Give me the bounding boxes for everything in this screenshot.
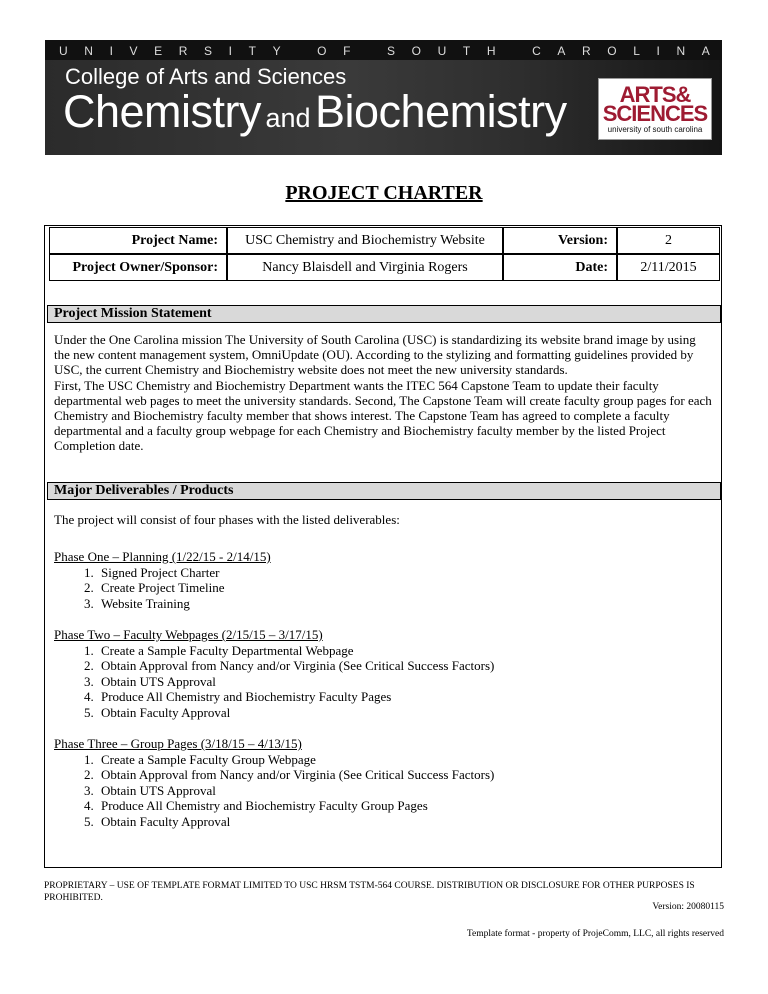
list-item: 3. Obtain UTS Approval — [97, 783, 714, 799]
list-item: 3. Obtain UTS Approval — [97, 674, 714, 690]
version-value: 2 — [617, 227, 720, 254]
department-name — [63, 86, 567, 138]
phase-items — [54, 643, 714, 721]
mission-para1: Under the One Carolina mission The University of South Carolina (USC) is standardizing its website brand image by using the new content management system, OmniUpdate (OU). According to the stylizing and formatting guidelines provided by USC, the current Chemistry and Biochemistry website does not meet the new university standards. — [54, 332, 696, 378]
university-letter: O — [411, 44, 421, 58]
university-letter: U — [59, 44, 68, 58]
project-name-value: USC Chemistry and Biochemistry Website — [227, 227, 503, 254]
university-letter: N — [676, 44, 686, 58]
logo-line2: SCIENCES — [602, 100, 708, 126]
list-item: 3. Website Training — [97, 596, 714, 612]
proprietary-notice: PROPRIETARY – USE OF TEMPLATE FORMAT LIMITED TO USC HRSM TSTM-564 COURSE. DISTRIBUTION OR DISCLOSURE FOR OTHER PURPOSES IS PROHIBITED. — [44, 881, 695, 903]
deliverables-heading: Major Deliverables / Products — [47, 482, 721, 500]
phase-three — [54, 736, 714, 829]
university-letter: I — [656, 44, 660, 58]
logo-line1: ARTS& — [619, 81, 691, 107]
university-letter: A — [557, 44, 566, 58]
list-item: 1. Create a Sample Faculty Group Webpage — [97, 752, 714, 768]
list-item: 2. Obtain Approval from Nancy and/or Virginia (See Critical Success Factors) — [97, 658, 714, 674]
list-item: 4. Produce All Chemistry and Biochemistry Faculty Group Pages — [97, 798, 714, 814]
list-item: 2. Create Project Timeline — [97, 580, 714, 596]
template-copyright: Template format - property of ProjeComm, LLC, all rights reserved — [466, 929, 724, 939]
phase-title: Phase Three – Group Pages (3/18/15 – 4/13/15) — [54, 736, 302, 751]
dept-word2: Biochemistry — [315, 86, 567, 137]
university-letter: O — [607, 44, 617, 58]
deliverables-intro: The project will consist of four phases with the listed deliverables: — [54, 512, 400, 527]
university-letter: U — [437, 44, 447, 58]
page-title — [0, 182, 768, 205]
list-item: 1. Signed Project Charter — [97, 565, 714, 581]
university-letter: A — [701, 44, 710, 58]
university-letter — [367, 44, 370, 58]
university-letter: V — [129, 44, 138, 58]
university-letter: I — [228, 44, 233, 58]
university-letter: T — [462, 44, 471, 58]
phase-title: Phase Two – Faculty Webpages (2/15/15 – 3/17/15) — [54, 627, 323, 642]
dept-and: and — [265, 103, 311, 133]
university-letter: T — [248, 44, 256, 58]
university-letter: S — [204, 44, 213, 58]
university-letter: C — [532, 44, 541, 58]
university-letter: F — [343, 44, 351, 58]
university-letter: N — [84, 44, 93, 58]
university-letter: S — [387, 44, 396, 58]
arts-sciences-logo — [598, 78, 712, 140]
page-title-text: PROJECT CHARTER — [285, 182, 483, 204]
mission-para2: First, The USC Chemistry and Biochemistry Department wants the ITEC 564 Capstone Team to update their faculty departmental web pages to meet the university standards. Second, The Capstone Team will create faculty group pages for each Chemistry and Biochemistry faculty member that shows interest. The Capstone Team has agreed to complete a faculty departmental and a faculty group webpage for each Chemistry and Biochemistry faculty member by the listed Project Completion date. — [54, 377, 712, 454]
project-name-label: Project Name: — [49, 227, 227, 254]
university-letter: O — [317, 44, 327, 58]
phase-items — [54, 565, 714, 612]
list-item: 4. Produce All Chemistry and Biochemistry Faculty Pages — [97, 689, 714, 705]
university-letter: H — [486, 44, 496, 58]
college-name: College of Arts and Sciences — [65, 64, 347, 89]
phase-one — [54, 549, 714, 611]
university-wordmark — [45, 44, 722, 58]
university-letter — [512, 44, 515, 58]
phase-title: Phase One – Planning (1/22/15 - 2/14/15) — [54, 549, 271, 564]
version-label: Version: — [503, 227, 617, 254]
date-value: 2/11/2015 — [617, 254, 720, 281]
dept-word1: Chemistry — [63, 86, 262, 137]
header-banner — [45, 40, 722, 155]
university-letter: L — [633, 44, 640, 58]
university-letter: Y — [272, 44, 281, 58]
university-letter: R — [581, 44, 591, 58]
banner-bar — [45, 60, 722, 155]
phase-items — [54, 752, 714, 830]
charter-form — [44, 225, 722, 868]
university-letter: R — [178, 44, 188, 58]
logo-line3: university of south carolina — [607, 124, 703, 134]
list-item: 2. Obtain Approval from Nancy and/or Virginia (See Critical Success Factors) — [97, 767, 714, 783]
owner-label: Project Owner/Sponsor: — [49, 254, 227, 281]
university-letter: E — [154, 44, 163, 58]
university-letter — [297, 44, 300, 58]
list-item: 1. Create a Sample Faculty Departmental Webpage — [97, 643, 714, 659]
phase-two — [54, 627, 714, 720]
list-item: 5. Obtain Faculty Approval — [97, 705, 714, 721]
date-label: Date: — [503, 254, 617, 281]
university-letter: I — [109, 44, 113, 58]
owner-value: Nancy Blaisdell and Virginia Rogers — [227, 254, 503, 281]
list-item: 5. Obtain Faculty Approval — [97, 814, 714, 830]
template-version: Version: 20080115 — [652, 902, 724, 912]
mission-statement — [54, 332, 714, 454]
mission-heading: Project Mission Statement — [47, 305, 721, 323]
